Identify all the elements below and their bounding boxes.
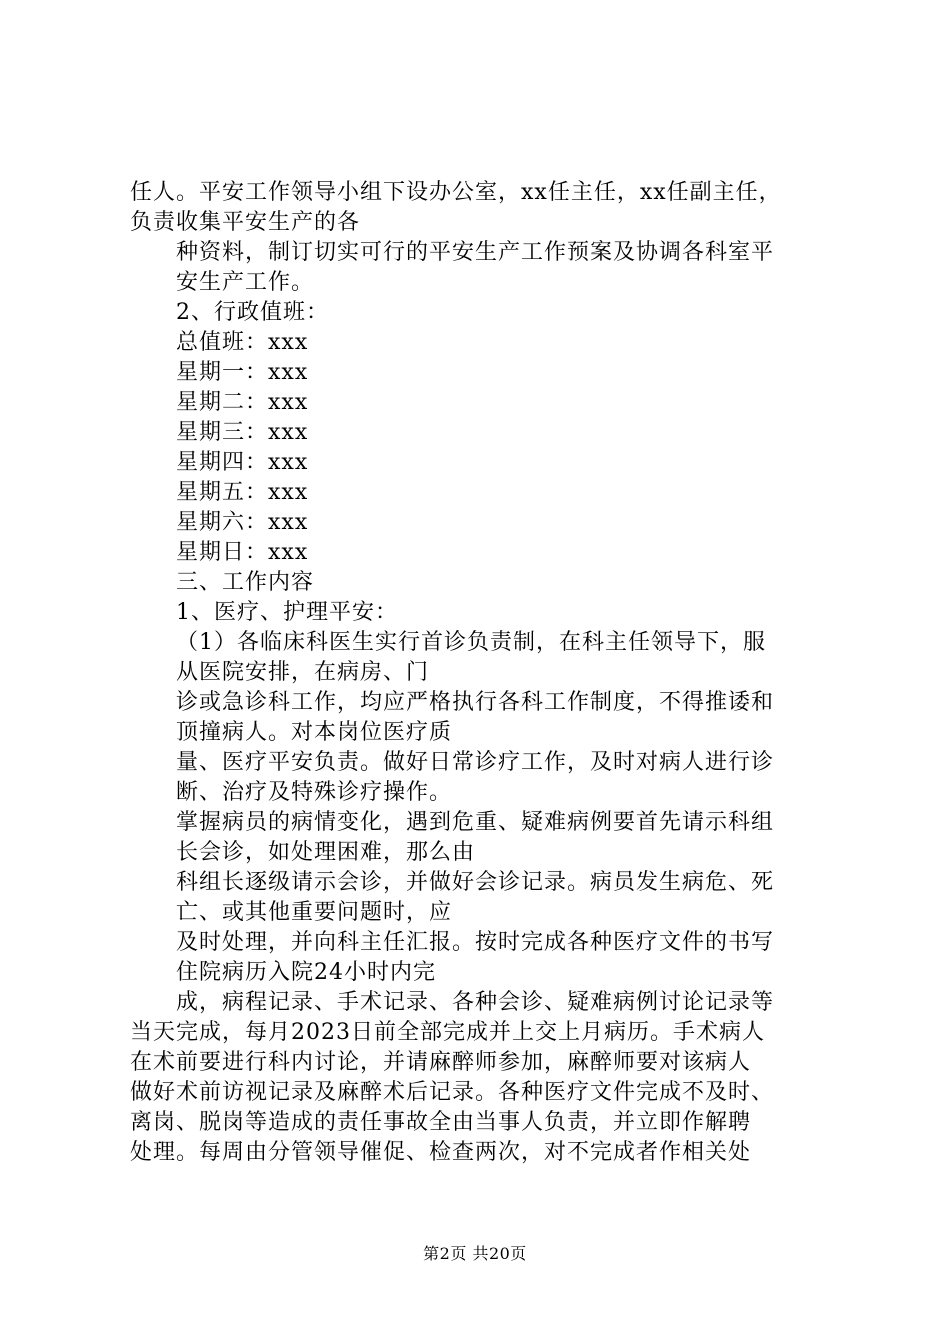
text-line: 星期二：xxx <box>176 390 309 415</box>
text-line: 星期三：xxx <box>176 420 309 445</box>
text-line: 做好术前访视记录及麻醉术后记录。各种医疗文件完成不及时、 <box>130 1080 775 1105</box>
text-line: 种资料，制订切实可行的平安生产工作预案及协调各科室平 <box>176 240 775 265</box>
text-line: 总值班：xxx <box>176 330 309 355</box>
text-line: 星期六：xxx <box>176 510 309 535</box>
text-line: 离岗、脱岗等造成的责任事故全由当事人负责，并立即作解聘 <box>130 1110 752 1135</box>
text-line: 当天完成，每月2023日前全部完成并上交上月病历。手术病人 <box>130 1020 765 1045</box>
text-line: 在术前要进行科内讨论，并请麻醉师参加，麻醉师要对该病人 <box>130 1050 752 1075</box>
text-line: 从医院安排，在病房、门 <box>176 660 430 685</box>
text-line: 1、医疗、护理平安： <box>176 600 398 625</box>
text-line: 成，病程记录、手术记录、各种会诊、疑难病例讨论记录等 <box>176 990 775 1015</box>
text-line: 星期日：xxx <box>176 540 309 565</box>
text-line: 诊或急诊科工作，均应严格执行各科工作制度，不得推诿和 <box>176 690 775 715</box>
text-line: 星期五：xxx <box>176 480 309 505</box>
text-line: 处理。每周由分管领导催促、检查两次，对不完成者作相关处 <box>130 1140 752 1165</box>
text-line: 负责收集平安生产的各 <box>130 210 361 235</box>
text-line: 亡、或其他重要问题时，应 <box>176 900 453 925</box>
text-line: 量、医疗平安负责。做好日常诊疗工作，及时对病人进行诊 <box>176 750 775 775</box>
text-line: 科组长逐级请示会诊，并做好会诊记录。病员发生病危、死 <box>176 870 775 895</box>
text-line: 及时处理，并向科主任汇报。按时完成各种医疗文件的书写 <box>176 930 775 955</box>
text-line: 掌握病员的病情变化，遇到危重、疑难病例要首先请示科组 <box>176 810 775 835</box>
text-line: 安生产工作。 <box>176 270 315 295</box>
text-line: 住院病历入院24小时内完 <box>176 960 436 985</box>
text-line: （1）各临床科医生实行首诊负责制，在科主任领导下，服 <box>176 630 766 655</box>
text-line: 2、行政值班： <box>176 300 329 325</box>
text-line: 任人。平安工作领导小组下设办公室，xx任主任，xx任副主任， <box>130 180 782 205</box>
text-line: 断、治疗及特殊诊疗操作。 <box>176 780 453 805</box>
document-body <box>130 178 830 1168</box>
text-line: 长会诊，如处理困难，那么由 <box>176 840 476 865</box>
text-line: 三、工作内容 <box>176 570 315 595</box>
text-line: 顶撞病人。对本岗位医疗质 <box>176 720 453 745</box>
text-line: 星期四：xxx <box>176 450 309 475</box>
text-line: 星期一：xxx <box>176 360 309 385</box>
page-footer: 第2页 共20页 <box>423 1244 527 1263</box>
